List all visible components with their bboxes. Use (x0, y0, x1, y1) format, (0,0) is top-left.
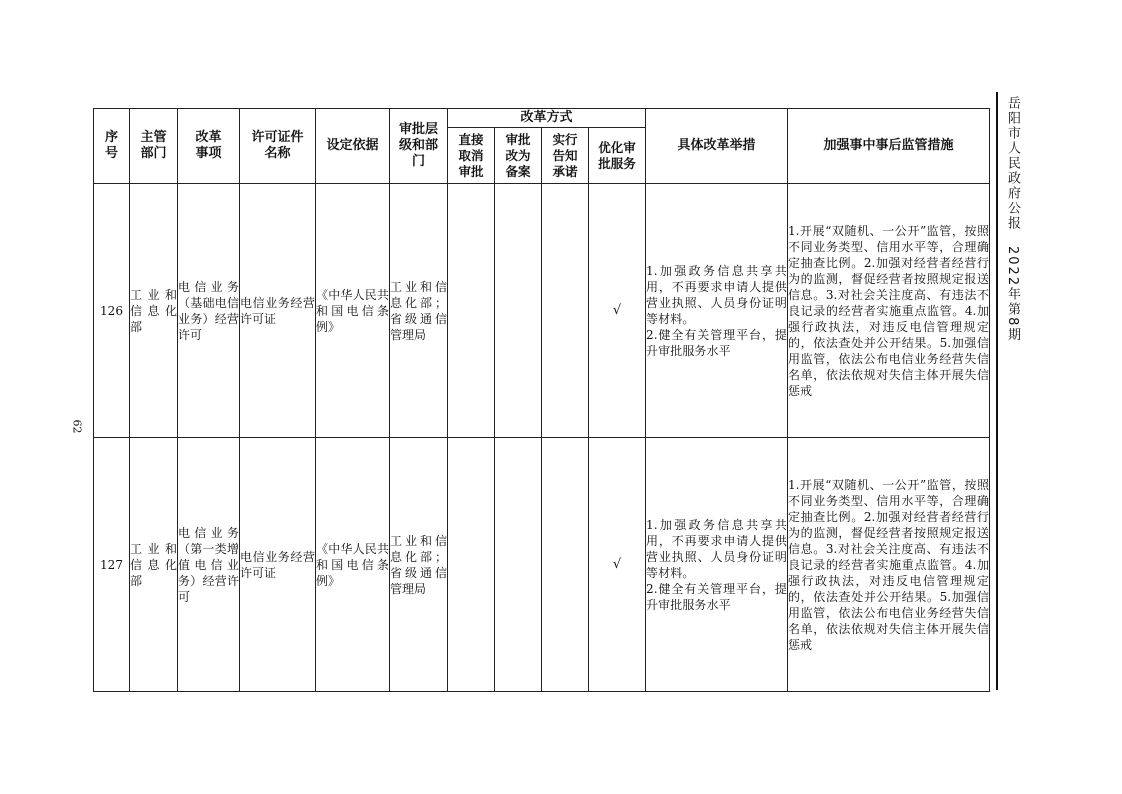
row-license: 电信业务经营许可证 (240, 438, 316, 692)
header-basis: 设定依据 (316, 109, 390, 184)
header-cancel: 直接 取消 审批 (448, 128, 495, 184)
row-measures: 1.加强政务信息共享共用，不再要求申请人提供营业执照、人员身份证明等材料。 2.健全有关管理平台，提升审批服务水平 (646, 184, 788, 438)
header-dept: 主管 部门 (130, 109, 178, 184)
header-seq: 序 号 (94, 109, 130, 184)
row-measures: 1.加强政务信息共享共用，不再要求申请人提供营业执照、人员身份证明等材料。 2.健全有关管理平台，提升审批服务水平 (646, 438, 788, 692)
header-row-1 (94, 109, 990, 128)
table-row (94, 438, 990, 692)
row-supervision: 1.开展“双随机、一公开”监管，按照不同业务类型、信用水平等，合理确定抽查比例。2.加强对经营者经营行为的监测，督促经营者按照规定报送信息。3.对社会关注度高、有违法不良记录的经营者实施重点监管。4.加强行政执法，对违反电信管理规定的，依法查处并公开结果。5.加强信用监管，依法公布电信业务经营失信名单，依法依规对失信主体开展失信惩戒 (788, 438, 990, 692)
header-record: 审批 改为 备案 (495, 128, 542, 184)
row-cancel (448, 184, 495, 438)
row-seq: 126 (94, 184, 130, 438)
row-license: 电信业务经营许可证 (240, 184, 316, 438)
row-basis: 《中华人民共和国电信条例》 (316, 184, 390, 438)
row-optimize-check: √ (589, 184, 646, 438)
row-item: 电信业务（第一类增值电信业务）经营许可 (178, 438, 240, 692)
row-level: 工业和信息化部；省级通信管理局 (390, 184, 448, 438)
row-cancel (448, 438, 495, 692)
header-measures: 具体改革举措 (646, 109, 788, 184)
header-item: 改革 事项 (178, 109, 240, 184)
reform-table (93, 108, 990, 692)
row-item: 电信业务（基础电信业务）经营许可 (178, 184, 240, 438)
header-license: 许可证件 名称 (240, 109, 316, 184)
header-method: 改革方式 (448, 109, 646, 128)
row-supervision: 1.开展“双随机、一公开”监管，按照不同业务类型、信用水平等，合理确定抽查比例。2.加强对经营者经营行为的监测，督促经营者按照规定报送信息。3.对社会关注度高、有违法不良记录的经营者实施重点监管。4.加强行政执法，对违反电信管理规定的，依法查处并公开结果。5.加强信用监管，依法公布电信业务经营失信名单，依法依规对失信主体开展失信惩戒 (788, 184, 990, 438)
row-record (495, 184, 542, 438)
header-level: 审批层 级和部 门 (390, 109, 448, 184)
row-record (495, 438, 542, 692)
table-row (94, 184, 990, 438)
side-rule (996, 92, 998, 690)
row-dept: 工业和信息化部 (130, 438, 178, 692)
header-notify: 实行 告知 承诺 (542, 128, 589, 184)
row-level: 工业和信息化部；省级通信管理局 (390, 438, 448, 692)
page-number: 62 (70, 419, 84, 434)
header-supervision: 加强事中事后监管措施 (788, 109, 990, 184)
row-notify (542, 184, 589, 438)
row-optimize-check: √ (589, 438, 646, 692)
row-notify (542, 438, 589, 692)
header-optimize: 优化审 批服务 (589, 128, 646, 184)
row-basis: 《中华人民共和国电信条例》 (316, 438, 390, 692)
side-title: 岳阳市人民政府公报 2022年第8期 (1005, 96, 1020, 343)
row-dept: 工业和信息化部 (130, 184, 178, 438)
row-seq: 127 (94, 438, 130, 692)
